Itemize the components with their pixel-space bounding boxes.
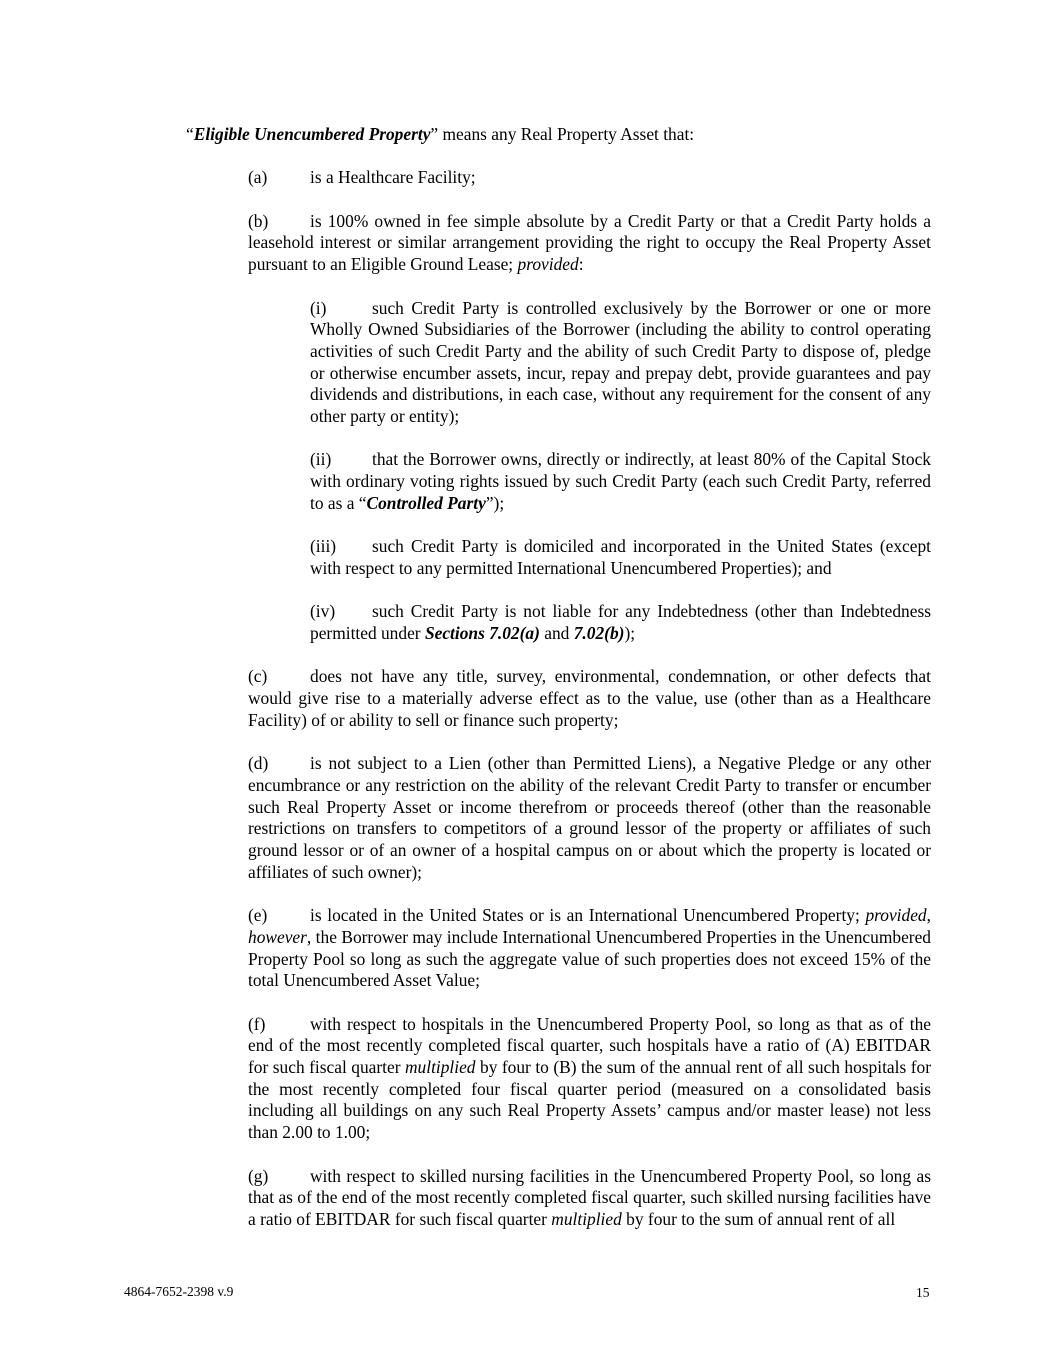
clause-text: is located in the United States or is an International Unencumbered Property; [310,905,866,926]
clause-d [186,753,931,883]
definition-paragraph [186,124,931,146]
subclause-iv [248,601,931,644]
clause-text: is not subject to a Lien (other than Permitted Liens), a Negative Pledge or any other encumbrance or any restriction on the ability of the relevant Credit Party to transfer or encumber such Real Property Asset or income therefrom or proceeds thereof (other than the reasonable restrictions on transfers to competitors of a ground lessor of the property or affiliates of such ground lessor or of an owner of a hospital campus on or about which the property is located or affiliates of such owner); [248,753,931,882]
proviso-word: provided [517,254,579,275]
definition-lead: means any Real Property Asset that: [438,124,695,144]
clause-c [186,666,931,731]
clause-text: with respect to skilled nursing facilities in the Unencumbered Property Pool, so long as that as of the end of the most recently completed fiscal quarter, such skilled nursing facilities have a ratio of EBITDAR for such fiscal quarter [248,1165,931,1229]
section-reference: Sections 7.02(a) [424,623,540,644]
clause-text-rest: , the Borrower may include International Unencumbered Properties in the Unencumbered Property Pool so long as such the aggregate value of such properties does not exceed 15% of the total Unencumbered Asset Value; [248,926,931,991]
subclause-text: such Credit Party is domiciled and incorporated in the United States (except with respect to any permitted International Unencumbered Properties); and [310,536,931,578]
open-quote: “ [186,124,194,144]
clause-text-rest: by four to (B) the sum of the annual rent of all such hospitals for the most recently completed four fiscal quarter period (measured on a consolidated basis including all buildings on any such Real Property Assets’ campus and/or master lease) not less than 2.00 to 1.00; [248,1057,931,1143]
subclause-ii [248,449,931,514]
subclause-label: (i) [310,297,327,318]
clause-text-rest: by four to the sum of annual rent of all [621,1208,896,1229]
page-number: 15 [916,1285,930,1300]
clause-text: is a Healthcare Facility; [310,167,476,188]
subclause-punct: ); [624,623,636,644]
clause-label: (a) [248,167,268,188]
clause-b [186,211,931,276]
clause-punct: : [578,254,584,275]
emphasis-word: multiplied [404,1057,476,1078]
subclause-label: (iii) [310,536,337,557]
clause-label: (f) [248,1013,266,1034]
section-reference: 7.02(b) [573,623,625,644]
proviso-word: provided [865,905,927,926]
clause-a [186,167,931,189]
clause-text: is 100% owned in fee simple absolute by a Credit Party or that a Credit Party holds a leasehold interest or similar arrangement providing the right to occupy the Real Property Asset pursuant to an Eligible Ground Lease; [248,210,931,275]
emphasis-word: multiplied [551,1208,622,1229]
subclause-text: that the Borrower owns, directly or indirectly, at least 80% of the Capital Stock with ordinary voting rights issued by such Credit Party (each such Credit Party, referred to as a “ [310,449,931,513]
clause-punct: , [926,905,931,926]
clause-g [186,1166,931,1231]
clause-label: (b) [248,210,269,231]
subclause-text: such Credit Party is not liable for any Indebtedness (other than Indebtedness permitted under [310,601,931,644]
clause-text: with respect to hospitals in the Unencumbered Property Pool, so long as that as of the end of the most recently completed fiscal quarter, such hospitals have a ratio of (A) EBITDAR for such fiscal quarter [248,1013,931,1078]
defined-term: Controlled Party [366,492,486,513]
document-id: 4864-7652-2398 v.9 [124,1284,234,1299]
clause-label: (g) [248,1165,269,1186]
clause-label: (e) [248,905,268,926]
subclause-iii [248,536,931,579]
close-quote: ” [430,124,439,144]
subclause-text-mid: and [539,623,574,644]
clause-text: does not have any title, survey, environmental, condemnation, or other defects that would give rise to a materially adverse effect as to the value, use (other than as a Healthcare Facility) of or ability to sell or finance such property; [248,666,931,730]
clause-label: (d) [248,753,269,774]
proviso-word: however [248,926,307,947]
subclause-text: such Credit Party is controlled exclusively by the Borrower or one or more Wholly Owned Subsidiaries of the Borrower (including the ability to control operating activities of such Credit Party and the ability of such Credit Party to dispose of, pledge or otherwise encumber assets, incur, repay and prepay debt, provide guarantees and pay dividends and distributions, in each case, without any requirement for the consent of any other party or entity); [310,297,931,427]
subclause-label: (ii) [310,449,332,470]
subclause-label: (iv) [310,601,336,622]
subclause-i [248,298,931,428]
subclause-punct: ”); [485,492,505,513]
clause-e [186,905,931,992]
clause-label: (c) [248,666,268,687]
document-body [186,124,931,1252]
clause-f [186,1014,931,1144]
defined-term: Eligible Unencumbered Property [193,124,431,144]
